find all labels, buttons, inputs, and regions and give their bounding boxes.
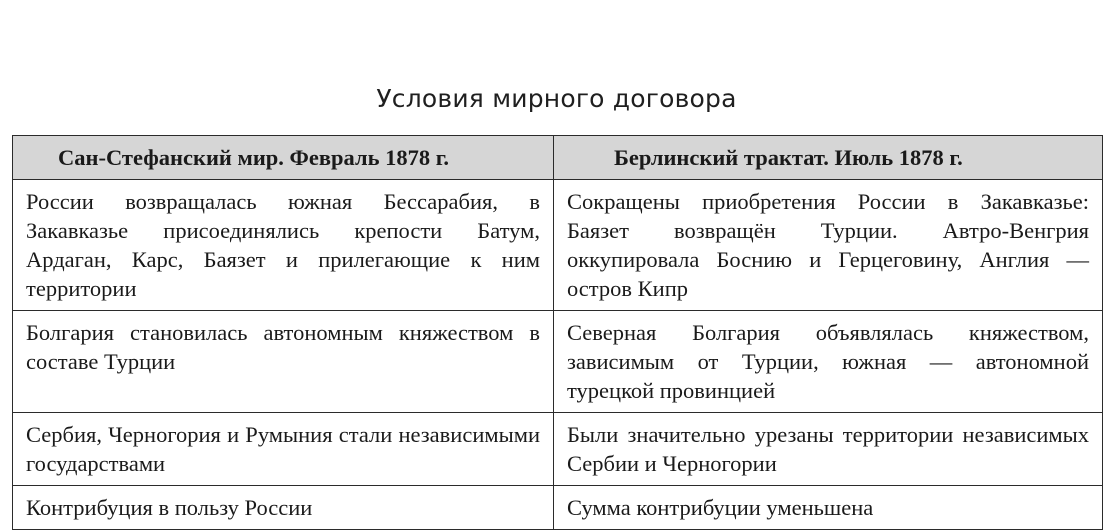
table-cell-berlin: Были значительно урезаны территории независимых Сербии и Черногории	[554, 413, 1103, 486]
table-row	[13, 413, 1103, 486]
column-header-san-stefano: Сан-Стефанский мир. Февраль 1878 г.	[13, 136, 554, 180]
table-row	[13, 486, 1103, 530]
treaty-comparison-table	[12, 135, 1103, 530]
table-cell-berlin: Северная Болгария объявлялась княжеством, зависимым от Турции, южная — автономной турецкой провинцией	[554, 311, 1103, 413]
page-title: Условия мирного договора	[376, 84, 737, 113]
column-header-berlin: Берлинский трактат. Июль 1878 г.	[554, 136, 1103, 180]
table-cell-berlin: Сумма контрибуции уменьшена	[554, 486, 1103, 530]
table-cell-san-stefano: Сербия, Черногория и Румыния стали независимыми государствами	[13, 413, 554, 486]
table-row	[13, 180, 1103, 311]
table-cell-san-stefano: Контрибуция в пользу России	[13, 486, 554, 530]
table-header-row	[13, 136, 1103, 180]
table-cell-san-stefano: Болгария становилась автономным княжеством в составе Турции	[13, 311, 554, 413]
table-cell-berlin: Сокращены приобретения России в Закавказье: Баязет возвращён Турции. Автро-Венгрия оккупировала Боснию и Герцеговину, Англия — остров Кипр	[554, 180, 1103, 311]
table-row	[13, 311, 1103, 413]
table-cell-san-stefano: России возвращалась южная Бессарабия, в Закавказье присоединялись крепости Батум, Ардаган, Карс, Баязет и прилегающие к ним территории	[13, 180, 554, 311]
